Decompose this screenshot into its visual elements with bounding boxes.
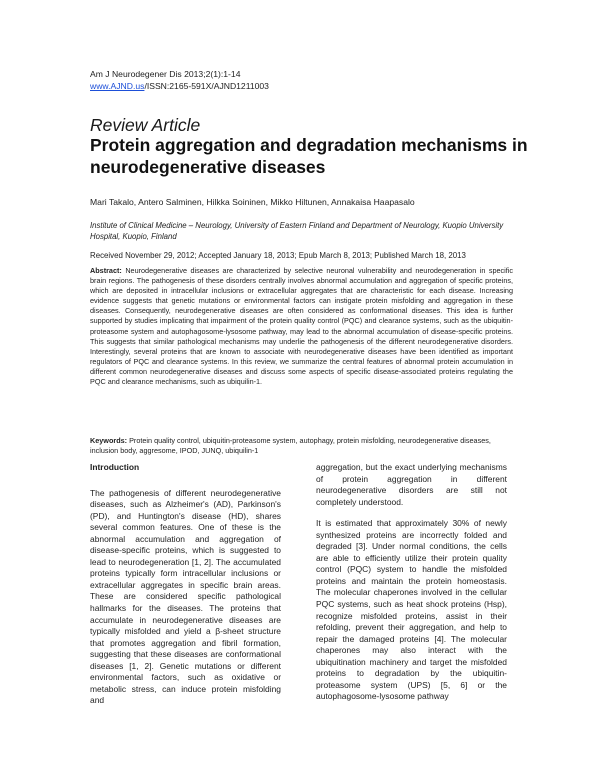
body-paragraph: The pathogenesis of different neurodegenerative diseases, such as Alzheimer's (AD), Parkinson's (PD), and Huntington's disease (HD), shares several common features. One of these is the abnormal accumulation and aggregation of disease-specific proteins, which is suggested to lead to neurodegeneration [1, 2]. The accumulated proteins typically form intracellular inclusions or extracellular aggregates in specific brain areas. These are considered specific pathological hallmarks for the diseases. The proteins that accumulate in neurodegenerative diseases are typically misfolded and yield a β-sheet structure that promotes aggregation and fibril formation, suggesting that these diseases are conformational diseases [1, 2]. Genetic mutations or different environmental factors, such as oxidative or metabolic stress, can induce protein misfolding and (90, 487, 281, 706)
author-list: Mari Takalo, Antero Salminen, Hilkka Soininen, Mikko Hiltunen, Annakaisa Haapasalo (90, 197, 415, 207)
keywords (90, 436, 513, 456)
abstract-text: Neurodegenerative diseases are characterized by selective neuronal vulnerability and neurodegeneration in specific brain regions. The pathogenesis of these disorders centrally involves abnormal accumulation and aggregation of specific proteins, which are deposited in intracellular inclusions or extracellular aggregates that are characteristic for each disease. Increasing evidence suggests that genetic mutations or environmental factors can instigate protein misfolding and aggregation in these diseases. Consequently, neurodegenerative diseases are often considered as conformational diseases. This idea is further supported by studies implicating that impairment of the protein quality control (PQC) and clearance systems, such as the ubiquitin-proteasome system and autophagosome-lysosome pathway, may lead to the abnormal accumulation of disease-specific proteins. This suggests that similar pathological mechanisms may underlie the pathogenesis of the different neurodegenerative disorders. Interestingly, several proteins that are known to associate with neurodegenerative diseases have been identified as important regulators of PQC and clearance systems. In this review, we summarize the central features of abnormal protein accumulation in different common neurodegenerative diseases and discuss some aspects of specific disease-associated proteins regulating the PQC and clearance mechanisms, such as ubiquilin-1. (90, 266, 513, 387)
body-column-left (90, 462, 281, 717)
body-paragraph: aggregation, but the exact underlying mechanisms of protein aggregation in different neurodegenerative disorders are still not completely understood. (316, 462, 507, 507)
article-title: Protein aggregation and degradation mechanisms in neurodegenerative diseases (90, 135, 528, 177)
abstract-label: Abstract: (90, 266, 122, 275)
body-column-right (316, 462, 507, 713)
issn-text: /ISSN:2165-591X/AJND1211003 (144, 81, 269, 91)
section-heading-introduction: Introduction (90, 462, 140, 472)
journal-link[interactable]: www.AJND.us (90, 81, 145, 91)
keywords-text: Protein quality control, ubiquitin-proteasome system, autophagy, protein misfolding, neurodegenerative diseases, inclusion body, aggresome, IPOD, JUNQ, ubiquilin-1 (90, 436, 491, 456)
journal-citation: Am J Neurodegener Dis 2013;2(1):1-14 (90, 69, 241, 79)
body-paragraph: It is estimated that approximately 30% of newly synthesized proteins are incorrectly folded and degraded [3]. Under normal conditions, the cells are able to efficiently utilize their protein quality control (PQC) system to handle the misfolded proteins and maintain the protein homeostasis. The molecular chaperones involved in the cellular PQC systems, such as heat shock proteins (Hsp), recognize misfolded proteins, assist in their refolding, prevent their aggregation, and help to repair the damaged proteins [4]. The molecular chaperones may also interact with the ubiquitination machinery and target the misfolded proteins to degradation by the ubiquitin-proteasome system (UPS) [5, 6] or the autophagosome-lysosome pathway (316, 518, 507, 702)
author-affiliation: Institute of Clinical Medicine – Neurology, University of Eastern Finland and Department of Neurology, Kuopio University Hospital, Kuopio, Finland (90, 221, 504, 241)
abstract (90, 266, 513, 387)
article-type: Review Article (90, 115, 201, 135)
keywords-label: Keywords: (90, 436, 128, 445)
publication-dates: Received November 29, 2012; Accepted January 18, 2013; Epub March 8, 2013; Published March 18, 2013 (90, 251, 466, 260)
journal-issn-line (90, 81, 269, 91)
